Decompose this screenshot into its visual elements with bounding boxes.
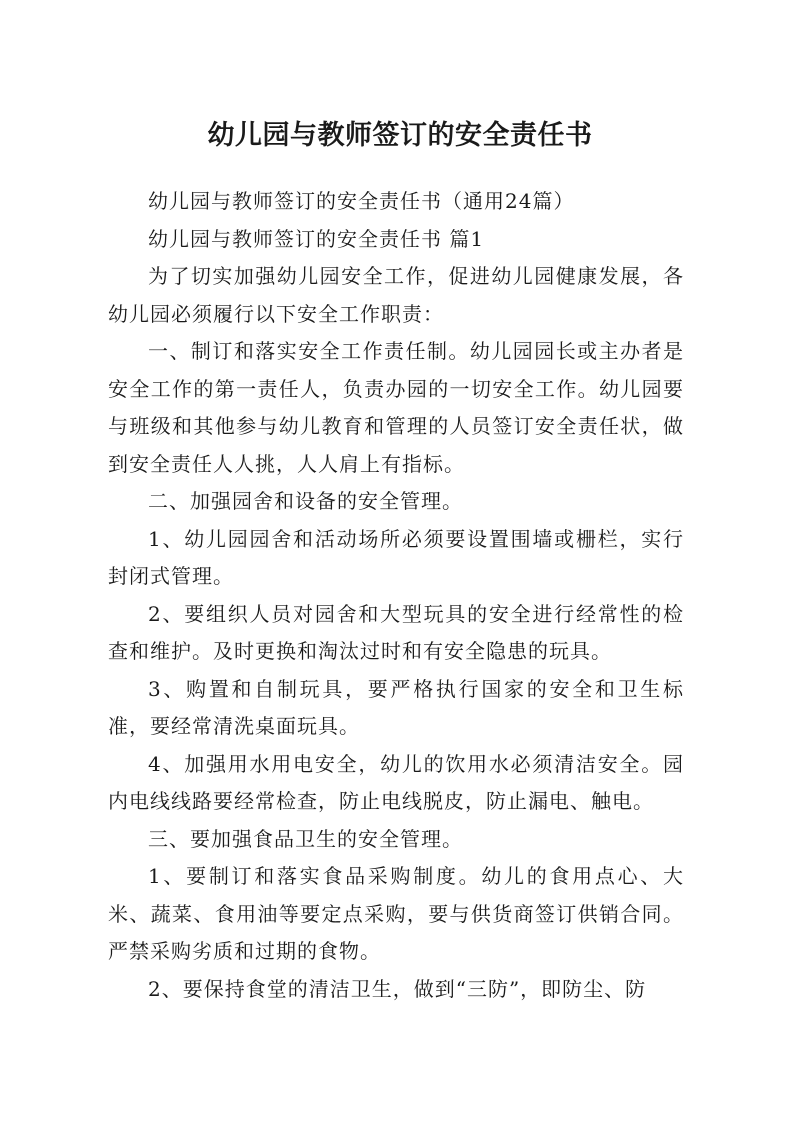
paragraph-item-2-2: 2、要组织人员对园舍和大型玩具的安全进行经常性的检查和维护。及时更换和淘汰过时和有安全隐患的玩具。: [108, 601, 684, 663]
paragraph-item-2-heading: 二、加强园舍和设备的安全管理。: [148, 489, 463, 513]
paragraph-item-3-2: 2、要保持食堂的清洁卫生，做到“三防”，即防尘、防: [148, 976, 647, 1001]
document-title: 幼儿园与教师签订的安全责任书: [207, 120, 593, 152]
paragraph-item-2-1: 1、幼儿园园舍和活动场所必须要设置围墙或栅栏，实行封闭式管理。: [108, 526, 684, 588]
paragraph-item-1: 一、制订和落实安全工作责任制。幼儿园园长或主办者是安全工作的第一责任人，负责办园的一切安全工作。幼儿园要与班级和其他参与幼儿教育和管理的人员签订安全责任状，做到安全责任人人挑，人人肩上有指标。: [108, 339, 684, 476]
paragraph-item-3-heading: 三、要加强食品卫生的安全管理。: [148, 826, 463, 851]
document-body: [108, 183, 684, 1008]
paragraph-section-heading: 幼儿园与教师签订的安全责任书 篇1: [148, 226, 485, 251]
paragraph-subtitle: 幼儿园与教师签订的安全责任书（通用24篇）: [148, 189, 575, 213]
paragraph-item-3-1: 1、要制订和落实食品采购制度。幼儿的食用点心、大米、蔬菜、食用油等要定点采购，要与供货商签订供销合同。严禁采购劣质和过期的食物。: [108, 864, 684, 963]
paragraph-item-2-4: 4、加强用水用电安全，幼儿的饮用水必须清洁安全。园内电线线路要经常检查，防止电线脱皮，防止漏电、触电。: [108, 751, 684, 813]
paragraph-intro: 为了切实加强幼儿园安全工作，促进幼儿园健康发展，各幼儿园必须履行以下安全工作职责：: [108, 264, 684, 326]
paragraph-item-2-3: 3、购置和自制玩具，要严格执行国家的安全和卫生标准，要经常清洗桌面玩具。: [108, 676, 684, 738]
